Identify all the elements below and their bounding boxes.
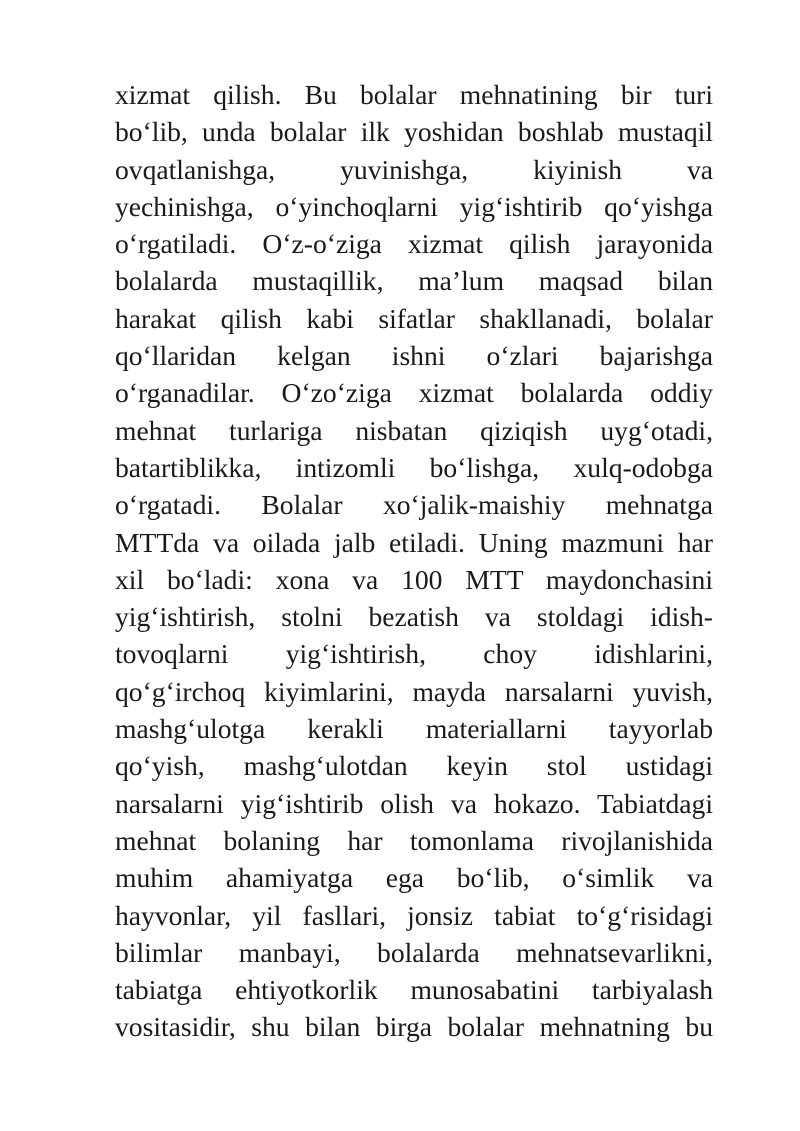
text-line: bilimlar manbayi, bolalarda mehnatsevarlikni, bbox=[115, 936, 713, 968]
text-line: bo‘lib, unda bolalar ilk yoshidan boshlab mustaqil bbox=[115, 116, 713, 148]
text-line: vositasidir, shu bilan birga bolalar mehnatning bu bbox=[115, 1011, 713, 1043]
text-line: yig‘ishtirish, stolni bezatish va stoldagi idish- bbox=[115, 601, 713, 633]
text-line: narsalarni yig‘ishtirib olish va hokazo. Tabiatdagi bbox=[115, 787, 713, 819]
text-line: xizmat qilish. Bu bolalar mehnatining bir turi bbox=[115, 79, 713, 110]
text-line: qo‘g‘irchoq kiyimlarini, mayda narsalarni yuvish, bbox=[115, 675, 713, 707]
text-line: mashg‘ulotga kerakli materiallarni tayyorlab bbox=[115, 713, 713, 745]
text-line: harakat qilish kabi sifatlar shakllanadi, bolalar bbox=[115, 302, 713, 334]
text-line: yechinishga, o‘yinchoqlarni yig‘ishtirib qo‘yishga bbox=[115, 190, 713, 222]
text-line: MTTda va oilada jalb etiladi. Uning mazmuni har bbox=[115, 526, 713, 558]
text-line: mehnat bolaning har tomonlama rivojlanishida bbox=[115, 824, 713, 856]
text-line: o‘rgatiladi. O‘z-o‘ziga xizmat qilish jarayonida bbox=[115, 228, 713, 260]
text-line: xil bo‘ladi: xona va 100 MTT maydonchasini bbox=[115, 563, 713, 595]
text-line: mehnat turlariga nisbatan qiziqish uyg‘otadi, bbox=[115, 414, 713, 446]
text-line: tovoqlarni yig‘ishtirish, choy idishlarini, bbox=[115, 638, 713, 670]
document-page bbox=[115, 76, 713, 1046]
text-line: batartiblikka, intizomli bo‘lishga, xulq-odobga bbox=[115, 451, 713, 483]
text-line: tabiatga ehtiyotkorlik munosabatini tarbiyalash bbox=[115, 974, 713, 1006]
text-line: ovqatlanishga, yuvinishga, kiyinish va bbox=[115, 153, 713, 185]
text-line: o‘rganadilar. O‘zo‘ziga xizmat bolalarda oddiy bbox=[115, 377, 713, 409]
text-line: muhim ahamiyatga ega bo‘lib, o‘simlik va bbox=[115, 862, 713, 894]
text-line: qo‘llaridan kelgan ishni o‘zlari bajarishga bbox=[115, 340, 713, 372]
text-line: o‘rgatadi. Bolalar xo‘jalik-maishiy mehnatga bbox=[115, 489, 713, 521]
text-line: qo‘yish, mashg‘ulotdan keyin stol ustidagi bbox=[115, 750, 713, 782]
text-line: bolalarda mustaqillik, ma’lum maqsad bilan bbox=[115, 265, 713, 297]
text-line: hayvonlar, yil fasllari, jonsiz tabiat to‘g‘risidagi bbox=[115, 899, 713, 931]
